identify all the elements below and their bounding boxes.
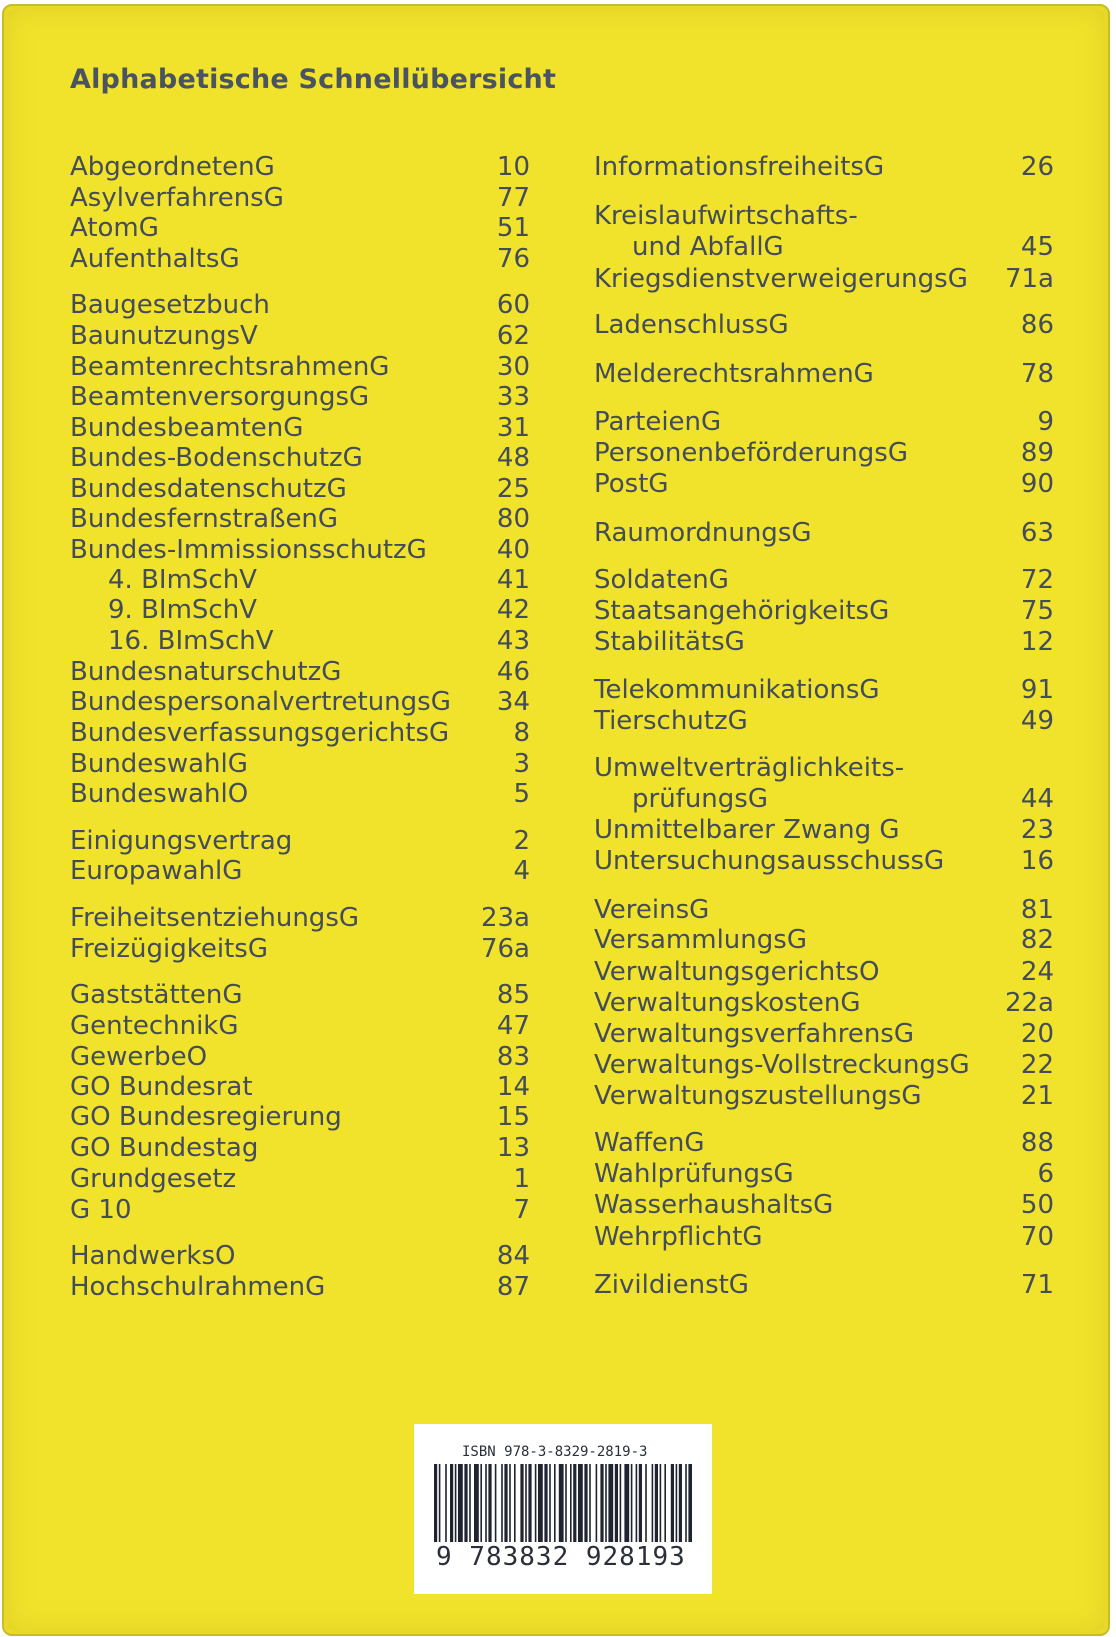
entry-name: StaatsangehörigkeitsG	[594, 596, 890, 626]
entry-number: 30	[496, 352, 530, 382]
entry-name: PostG	[594, 469, 669, 499]
entry-number: 2	[513, 826, 530, 856]
entry-name: und AbfallG	[632, 232, 784, 262]
entry-name: PersonenbeförderungsG	[594, 438, 908, 468]
entry-name: Unmittelbarer Zwang G	[594, 815, 900, 845]
entry-number: 8	[513, 718, 530, 748]
entry-name: GO Bundesrat	[70, 1072, 253, 1102]
entry-name: LadenschlussG	[594, 310, 789, 340]
entry-number: 23	[1020, 815, 1054, 845]
entry-name: GO Bundesregierung	[70, 1102, 342, 1132]
entry-number: 41	[496, 565, 530, 595]
entry-name: WehrpflichtG	[594, 1222, 763, 1252]
entry-name: Kreislaufwirtschafts-	[594, 201, 858, 231]
entry-number: 21	[1020, 1081, 1054, 1111]
entry-name: UntersuchungsausschussG	[594, 846, 945, 876]
entry-name: ZivildienstG	[594, 1270, 749, 1300]
entry-name: HochschulrahmenG	[70, 1272, 326, 1302]
entry-number: 90	[1020, 469, 1054, 499]
entry-name: BundesverfassungsgerichtsG	[70, 718, 450, 748]
entry-number: 13	[496, 1133, 530, 1163]
entry-name: BundespersonalvertretungsG	[70, 687, 451, 717]
entry-number: 40	[496, 535, 530, 565]
entry-number: 3	[513, 749, 530, 779]
entry-number: 81	[1020, 895, 1054, 925]
entry-name: WasserhaushaltsG	[594, 1190, 834, 1220]
entry-name: FreiheitsentziehungsG	[70, 903, 360, 933]
entry-number: 14	[496, 1072, 530, 1102]
entry-name: GO Bundestag	[70, 1133, 259, 1163]
entry-number: 86	[1020, 310, 1054, 340]
entry-name: HandwerksO	[70, 1241, 236, 1271]
entry-number: 50	[1020, 1190, 1054, 1220]
entry-name: GentechnikG	[70, 1011, 239, 1041]
entry-number: 10	[496, 152, 530, 182]
entry-name: VerwaltungsverfahrensG	[594, 1019, 914, 1049]
entry-name: WahlprüfungsG	[594, 1159, 794, 1189]
entry-number: 51	[496, 213, 530, 243]
entry-name: prüfungsG	[632, 784, 768, 814]
entry-name: VerwaltungsgerichtsO	[594, 957, 880, 987]
entry-name: TelekommunikationsG	[594, 675, 880, 705]
entry-number: 63	[1020, 518, 1054, 548]
entry-number: 34	[496, 687, 530, 717]
entry-name: WaffenG	[594, 1128, 705, 1158]
entry-number: 20	[1020, 1019, 1054, 1049]
entry-name: VereinsG	[594, 895, 710, 925]
entry-name: AufenthaltsG	[70, 244, 240, 274]
entry-name: Einigungsvertrag	[70, 826, 293, 856]
entry-name: StabilitätsG	[594, 627, 745, 657]
entry-number: 83	[496, 1042, 530, 1072]
entry-number: 23a	[480, 903, 530, 933]
entry-number: 5	[513, 779, 530, 809]
entry-name: AtomG	[70, 213, 159, 243]
index-title: Alphabetische Schnellübersicht	[70, 64, 557, 95]
entry-number: 75	[1020, 596, 1054, 626]
isbn-barcode-label	[414, 1424, 712, 1594]
entry-number: 46	[496, 657, 530, 687]
entry-name: BundeswahlO	[70, 779, 249, 809]
entry-number: 31	[496, 413, 530, 443]
entry-number: 22a	[1004, 988, 1054, 1018]
entry-number: 80	[496, 504, 530, 534]
entry-number: 84	[496, 1241, 530, 1271]
entry-number: 22	[1020, 1050, 1054, 1080]
entry-name: BundesdatenschutzG	[70, 474, 347, 504]
entry-number: 60	[496, 290, 530, 320]
entry-number: 26	[1020, 152, 1054, 182]
entry-name: 9. BImSchV	[108, 595, 257, 625]
entry-number: 42	[496, 595, 530, 625]
entry-name: Umweltverträglichkeits-	[594, 753, 905, 783]
entry-name: KriegsdienstverweigerungsG	[594, 264, 968, 294]
entry-number: 87	[496, 1272, 530, 1302]
entry-name: SoldatenG	[594, 565, 729, 595]
entry-number: 85	[496, 980, 530, 1010]
entry-number: 12	[1020, 627, 1054, 657]
entry-name: GewerbeO	[70, 1042, 208, 1072]
entry-number: 43	[496, 626, 530, 656]
entry-number: 88	[1020, 1128, 1054, 1158]
entry-number: 4	[513, 856, 530, 886]
entry-name: BeamtenversorgungsG	[70, 382, 370, 412]
entry-number: 71a	[1004, 264, 1054, 294]
entry-name: VerwaltungskostenG	[594, 988, 861, 1018]
entry-number: 78	[1020, 359, 1054, 389]
entry-name: BundesbeamtenG	[70, 413, 304, 443]
entry-name: 16. BImSchV	[108, 626, 274, 656]
entry-number: 7	[513, 1195, 530, 1225]
entry-name: BundesfernstraßenG	[70, 504, 339, 534]
entry-number: 24	[1020, 957, 1054, 987]
entry-name: AbgeordnetenG	[70, 152, 275, 182]
entry-name: BeamtenrechtsrahmenG	[70, 352, 390, 382]
entry-name: TierschutzG	[594, 706, 748, 736]
entry-number: 82	[1020, 925, 1054, 955]
entry-number: 6	[1037, 1159, 1054, 1189]
entry-number: 1	[513, 1164, 530, 1194]
entry-name: ParteienG	[594, 407, 722, 437]
entry-name: G 10	[70, 1195, 132, 1225]
entry-number: 9	[1037, 407, 1054, 437]
entry-name: VerwaltungszustellungsG	[594, 1081, 922, 1111]
entry-number: 44	[1020, 784, 1054, 814]
entry-name: FreizügigkeitsG	[70, 934, 268, 964]
entry-number: 62	[496, 321, 530, 351]
entry-number: 89	[1020, 438, 1054, 468]
isbn-text: ISBN 978-3-8329-2819-3	[462, 1444, 648, 1460]
entry-name: Bundes-BodenschutzG	[70, 443, 363, 473]
entry-name: BundesnaturschutzG	[70, 657, 342, 687]
entry-number: 72	[1020, 565, 1054, 595]
entry-name: BaunutzungsV	[70, 321, 258, 351]
entry-number: 76	[496, 244, 530, 274]
book-back-cover	[2, 4, 1110, 1636]
entry-number: 16	[1020, 846, 1054, 876]
entry-number: 49	[1020, 706, 1054, 736]
entry-number: 48	[496, 443, 530, 473]
entry-number: 91	[1020, 675, 1054, 705]
barcode-icon	[434, 1464, 692, 1542]
entry-number: 76a	[480, 934, 530, 964]
entry-number: 47	[496, 1011, 530, 1041]
entry-name: EuropawahlG	[70, 856, 243, 886]
entry-name: BundeswahlG	[70, 749, 248, 779]
entry-name: InformationsfreiheitsG	[594, 152, 885, 182]
entry-number: 45	[1020, 232, 1054, 262]
entry-name: Grundgesetz	[70, 1164, 237, 1194]
entry-name: MelderechtsrahmenG	[594, 359, 874, 389]
entry-name: GaststättenG	[70, 980, 243, 1010]
entry-name: VersammlungsG	[594, 925, 807, 955]
barcode-digits: 9 783832 928193	[436, 1542, 686, 1572]
entry-name: AsylverfahrensG	[70, 183, 284, 213]
entry-name: Bundes-ImmissionsschutzG	[70, 535, 427, 565]
entry-name: Baugesetzbuch	[70, 290, 270, 320]
entry-number: 15	[496, 1102, 530, 1132]
entry-name: RaumordnungsG	[594, 518, 812, 548]
entry-number: 25	[496, 474, 530, 504]
entry-name: 4. BImSchV	[108, 565, 257, 595]
entry-number: 71	[1020, 1270, 1054, 1300]
entry-number: 77	[496, 183, 530, 213]
entry-name: Verwaltungs-VollstreckungsG	[594, 1050, 970, 1080]
entry-number: 33	[496, 382, 530, 412]
entry-number: 70	[1020, 1222, 1054, 1252]
